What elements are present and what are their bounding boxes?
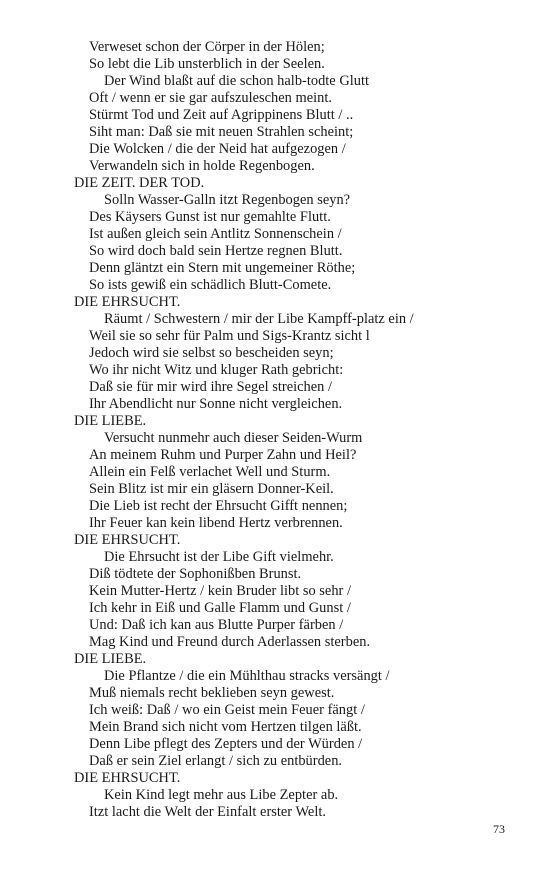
verse-line: Und: Daß ich kan aus Blutte Purper färben /	[89, 617, 344, 633]
verse-line: Denn Libe pflegt des Zepters und der Würden /	[89, 736, 363, 752]
verse-line: Ihr Feuer kan kein libend Hertz verbrennen.	[89, 515, 343, 531]
verse-line: Diß tödtete der Sophonißben Brunst.	[89, 566, 302, 582]
speaker-heading: DIE ZEIT. DER TOD.	[74, 175, 205, 191]
verse-line: So ists gewiß ein schädlich Blutt-Comete.	[89, 277, 332, 293]
verse-line: Die Pflantze / die ein Mühlthau stracks versängt /	[104, 668, 390, 684]
speaker-heading: DIE EHRSUCHT.	[74, 294, 181, 310]
speaker-heading: DIE LIEBE.	[74, 651, 147, 667]
verse-line: Ist außen gleich sein Antlitz Sonnenschein /	[89, 226, 342, 242]
verse-line: Die Lieb ist recht der Ehrsucht Gifft nennen;	[89, 498, 348, 514]
verse-line: Jedoch wird sie selbst so bescheiden seyn;	[89, 345, 334, 361]
verse-line: Verweset schon der Cörper in der Hölen;	[89, 39, 325, 55]
verse-line: Kein Mutter-Hertz / kein Bruder libt so sehr /	[89, 583, 351, 599]
verse-line: Versucht nunmehr auch dieser Seiden-Wurm	[104, 430, 363, 446]
verse-line: Räumt / Schwestern / mir der Libe Kampff-platz ein /	[104, 311, 414, 327]
verse-line: Der Wind blaßt auf die schon halb-todte Glutt	[104, 73, 370, 89]
verse-line: Siht man: Daß sie mit neuen Strahlen scheint;	[89, 124, 354, 140]
verse-line: Des Käysers Gunst ist nur gemahlte Flutt.	[89, 209, 331, 225]
verse-line: Weil sie so sehr für Palm und Sigs-Krantz sicht l	[89, 328, 370, 344]
verse-line: Oft / wenn er sie gar aufszuleschen meint.	[89, 90, 332, 106]
verse-line: So lebt die Lib unsterblich in der Seelen.	[89, 56, 325, 72]
page-number: 73	[493, 822, 505, 836]
verse-line: Ich weiß: Daß / wo ein Geist mein Feuer fängt /	[89, 702, 365, 718]
verse-line: So wird doch bald sein Hertze regnen Blutt.	[89, 243, 343, 259]
verse-line: Itzt lacht die Welt der Einfalt erster Welt.	[89, 804, 326, 820]
verse-line: Muß niemals recht beklieben seyn gewest.	[89, 685, 335, 701]
verse-line: Daß sie für mir wird ihre Segel streichen /	[89, 379, 333, 395]
verse-line: Mag Kind und Freund durch Aderlassen sterben.	[89, 634, 371, 650]
verse-line: Sein Blitz ist mir ein gläsern Donner-Keil.	[89, 481, 334, 497]
verse-line: Mein Brand sich nicht vom Hertzen tilgen läßt.	[89, 719, 362, 735]
speaker-heading: DIE LIEBE.	[74, 413, 147, 429]
verse-line: Solln Wasser-Galln itzt Regenbogen seyn?	[104, 192, 351, 208]
verse-line: An meinem Ruhm und Purper Zahn und Heil?	[89, 447, 357, 463]
verse-line: Wo ihr nicht Witz und kluger Rath gebricht:	[89, 362, 344, 378]
verse-line: Verwandeln sich in holde Regenbogen.	[89, 158, 315, 174]
verse-line: Die Ehrsucht ist der Libe Gift vielmehr.	[104, 549, 334, 565]
verse-line: Ich kehr in Eiß und Galle Flamm und Gunst /	[89, 600, 351, 616]
verse-line: Daß er sein Ziel erlangt / sich zu entbürden.	[89, 753, 343, 769]
verse-line: Stürmt Tod und Zeit auf Agrippinens Blutt / ..	[89, 107, 354, 123]
verse-line: Ihr Abendlicht nur Sonne nicht vergleichen.	[89, 396, 343, 412]
verse-line: Kein Kind legt mehr aus Libe Zepter ab.	[104, 787, 339, 803]
verse-text-block	[0, 39, 550, 821]
speaker-heading: DIE EHRSUCHT.	[74, 770, 181, 786]
verse-line: Die Wolcken / die der Neid hat aufgezogen /	[89, 141, 346, 157]
speaker-heading: DIE EHRSUCHT.	[74, 532, 181, 548]
verse-line: Allein ein Felß verlachet Well und Sturm.	[89, 464, 331, 480]
verse-line: Denn gläntzt ein Stern mit ungemeiner Röthe;	[89, 260, 356, 276]
